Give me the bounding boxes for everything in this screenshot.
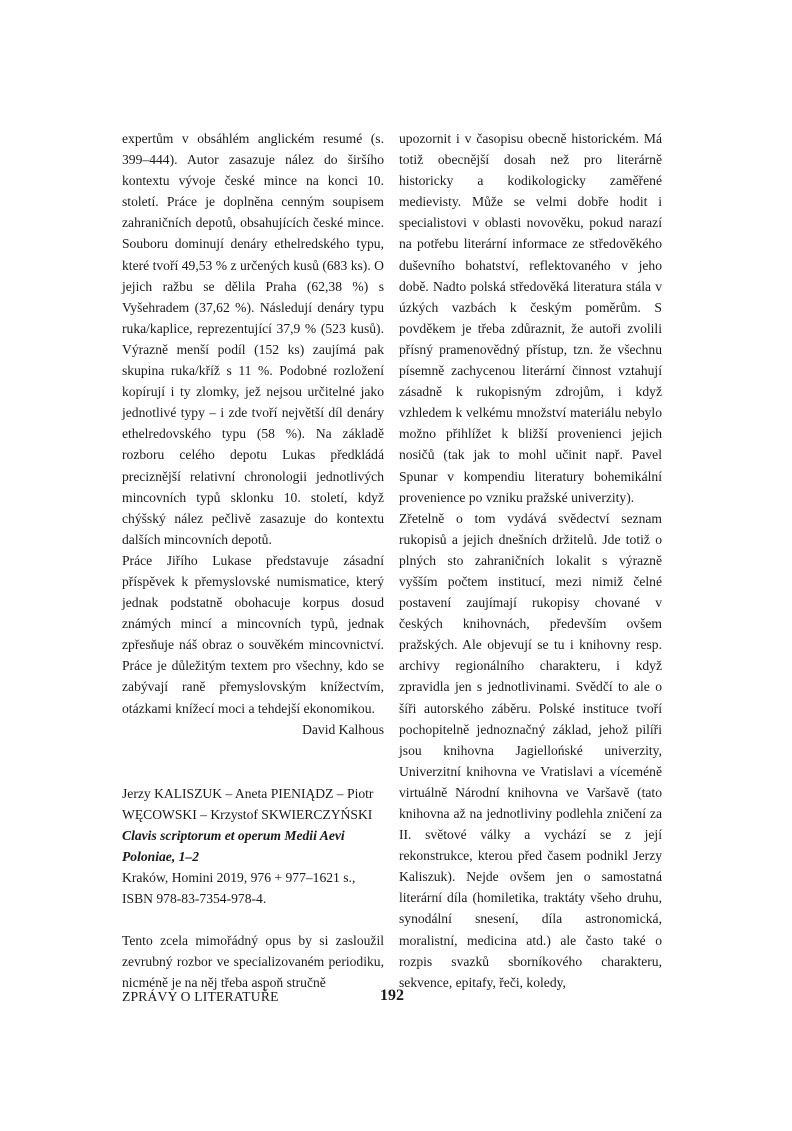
review-authors: Jerzy KALISZUK – Aneta PIENIĄDZ – Piotr WĘCOWSKI – Krzystof SKWIERCZYŃSKI (122, 785, 374, 822)
body-paragraph: Tento zcela mimořádný opus by si zasloužil zevrubný rozbor ve specializovaném periodiku, nicméně je na něj třeba aspoň stručně (122, 933, 384, 991)
review-signature: David Kalhous (302, 721, 384, 737)
body-paragraph: expertům v obsáhlém anglickém resumé (s. 399–444). Autor zasazuje nález do širšího kontextu vývoje české mince na konci 10. století. Práce je doplněna cenným soupisem zahraničních depotů, obsahujících české mince. Souboru dominují denáry ethelredského typu, které tvoří 49,53 % z určených kusů (683 ks). O jejich ražbu se dělila Praha (62,38 %) s Vyšehradem (37,62 %). Následují denáry typu ruka/kaplice, reprezentující 37,9 % (523 kusů). Výrazně menší podíl (152 ks) zaujímá pak skupina ruka/kříž s 11 %. Podobné rozložení kopírují i ty zlomky, jež nejsou určitelné jako jednotlivé typy – i zde tvoří největší díl denáry ethelredovského typu (58 %). Na základě rozboru celého depotu Lukas předkládá preciznější relativní chronologii jednotlivých mincovních typů sklonku 10. století, když chýšský nález pečlivě zasazuje do kontextu dalších mincovních depotů. (122, 131, 384, 547)
page-number: 192 (380, 987, 404, 1004)
review-bibliographic-entry (122, 783, 384, 910)
body-paragraph: Zřetelně o tom vydává svědectví seznam rukopisů a jejich dnešních držitelů. Jde totiž o plných sto zahraničních lokalit s výrazně vyšším počtem institucí, mezi nimiž čelné postavení zaujímají rukopisy chované v českých knihovnách, především ovšem pražských. Ale objevují se tu i knihovny resp. archivy regionálního charakteru, i když zpravidla jen s jednotlivinami. Svědčí to ale o šíři autorského záběru. Polské instituce tvoří pochopitelně jednoznačný základ, jehož pilíři jsou knihovna Jagiellońské univerzity, Univerzitní knihovna ve Vratislavi a víceméně virtuálně Národní knihovna ve Varšavě (tato knihovna až na jednotliviny podlehla zničení za II. světové války a vychází se z její rekonstrukce, kterou před časem podnikl Jerzy Kaliszuk). Nejde ovšem jen o samostatná literární díla (homiletika, traktáty všeho druhu, synodální snesení, díla astronomická, moralistní, medicina atd.) ale často také o rozpis svazků sborníkového charakteru, sekvence, epitafy, řeči, koledy, (399, 510, 662, 990)
body-paragraph: Práce Jiřího Lukase představuje zásadní příspěvek k přemyslovské numismatice, který jednak podstatně obohacuje korpus dosud známých mincí a mincovních typů, jednak zpřesňuje náš obraz o souvěkém mincovnictví. Práce je důležitým textem pro všechny, kdo se zabývají raně přemyslovským knížectvím, otázkami knížecí moci a tehdejší ekonomikou. (122, 552, 384, 716)
review-title: Clavis scriptorum et operum Medii Aevi Poloniae, 1–2 (122, 827, 345, 864)
journal-name: ZPRÁVY O LITERATUŘE (122, 989, 279, 1004)
left-column (122, 128, 384, 994)
body-paragraph: upozornit i v časopisu obecně historickém. Má totiž obecnější dosah než pro literárně historicky a kodikologicky zaměřené medievisty. Může se velmi dobře hodit i specialistovi v oblasti novověku, pokud narazí na potřebu literární informace ze středověkého duševního bohatství, reflektovaného v jeho době. Nadto polská středověká literatura stála v úzkých vazbách k českým poměrům. S povděkem je třeba zdůraznit, že autoři zvolili přísný pramenovědný přístup, tzn. že všechnu písemně zachycenou literární činnost vztahují zásadně k rukopisným zdrojům, i když vzhledem k velkému množství materiálu nebylo možno přihlížet k bližší provenienci jejich nosičů (tak jak to mohl učinit např. Pavel Spunar v kompendiu literatury bohemikální provenience po vzniku pražské univerzity). (399, 131, 662, 505)
right-column (399, 128, 662, 993)
review-publication: Kraków, Homini 2019, 976 + 977–1621 s., ISBN 978-83-7354-978-4. (122, 870, 356, 907)
